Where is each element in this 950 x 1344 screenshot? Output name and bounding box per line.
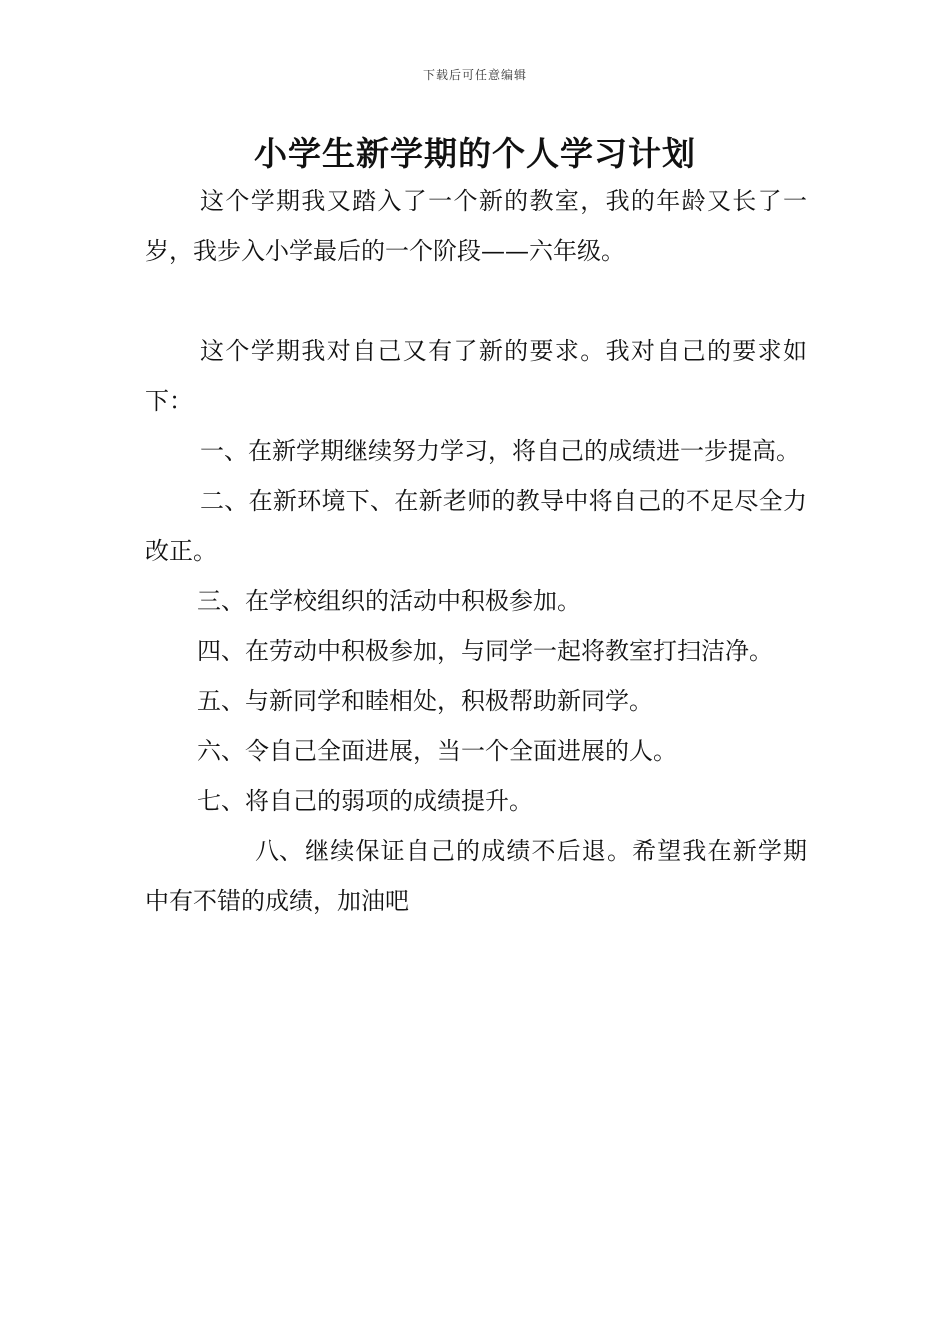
list-item: 三、在学校组织的活动中积极参加。 <box>197 587 581 615</box>
intro-paragraph: 这个学期我又踏入了一个新的教室，我的年龄又长了一岁，我步入小学最后的一个阶段——六年级。 <box>145 187 807 265</box>
list-item-8 <box>145 826 807 926</box>
paragraph-gap <box>145 276 807 326</box>
document-title: 小学生新学期的个人学习计划 <box>254 134 696 173</box>
list-item: 五、与新同学和睦相处，积极帮助新同学。 <box>197 687 653 715</box>
list-item: 六、令自己全面进展，当一个全面进展的人。 <box>197 737 677 765</box>
list-item: 二、在新环境下、在新老师的教导中将自己的不足尽全力改正。 <box>145 487 807 565</box>
document-body <box>145 176 807 926</box>
requirements-intro-paragraph: 这个学期我对自己又有了新的要求。我对自己的要求如下： <box>145 337 807 415</box>
header-note: 下载后可任意编辑 <box>422 68 527 82</box>
list-item: 七、将自己的弱项的成绩提升。 <box>197 787 533 815</box>
list-item: 四、在劳动中积极参加，与同学一起将教室打扫洁净。 <box>197 637 773 665</box>
list-item-8-text: 继续保证自己的成绩不后退。希望我在新学期中有不错的成绩，加油吧 <box>145 837 807 915</box>
list-item-8-number: 八、 <box>255 837 303 865</box>
list-item: 一、在新学期继续努力学习，将自己的成绩进一步提高。 <box>200 437 800 465</box>
